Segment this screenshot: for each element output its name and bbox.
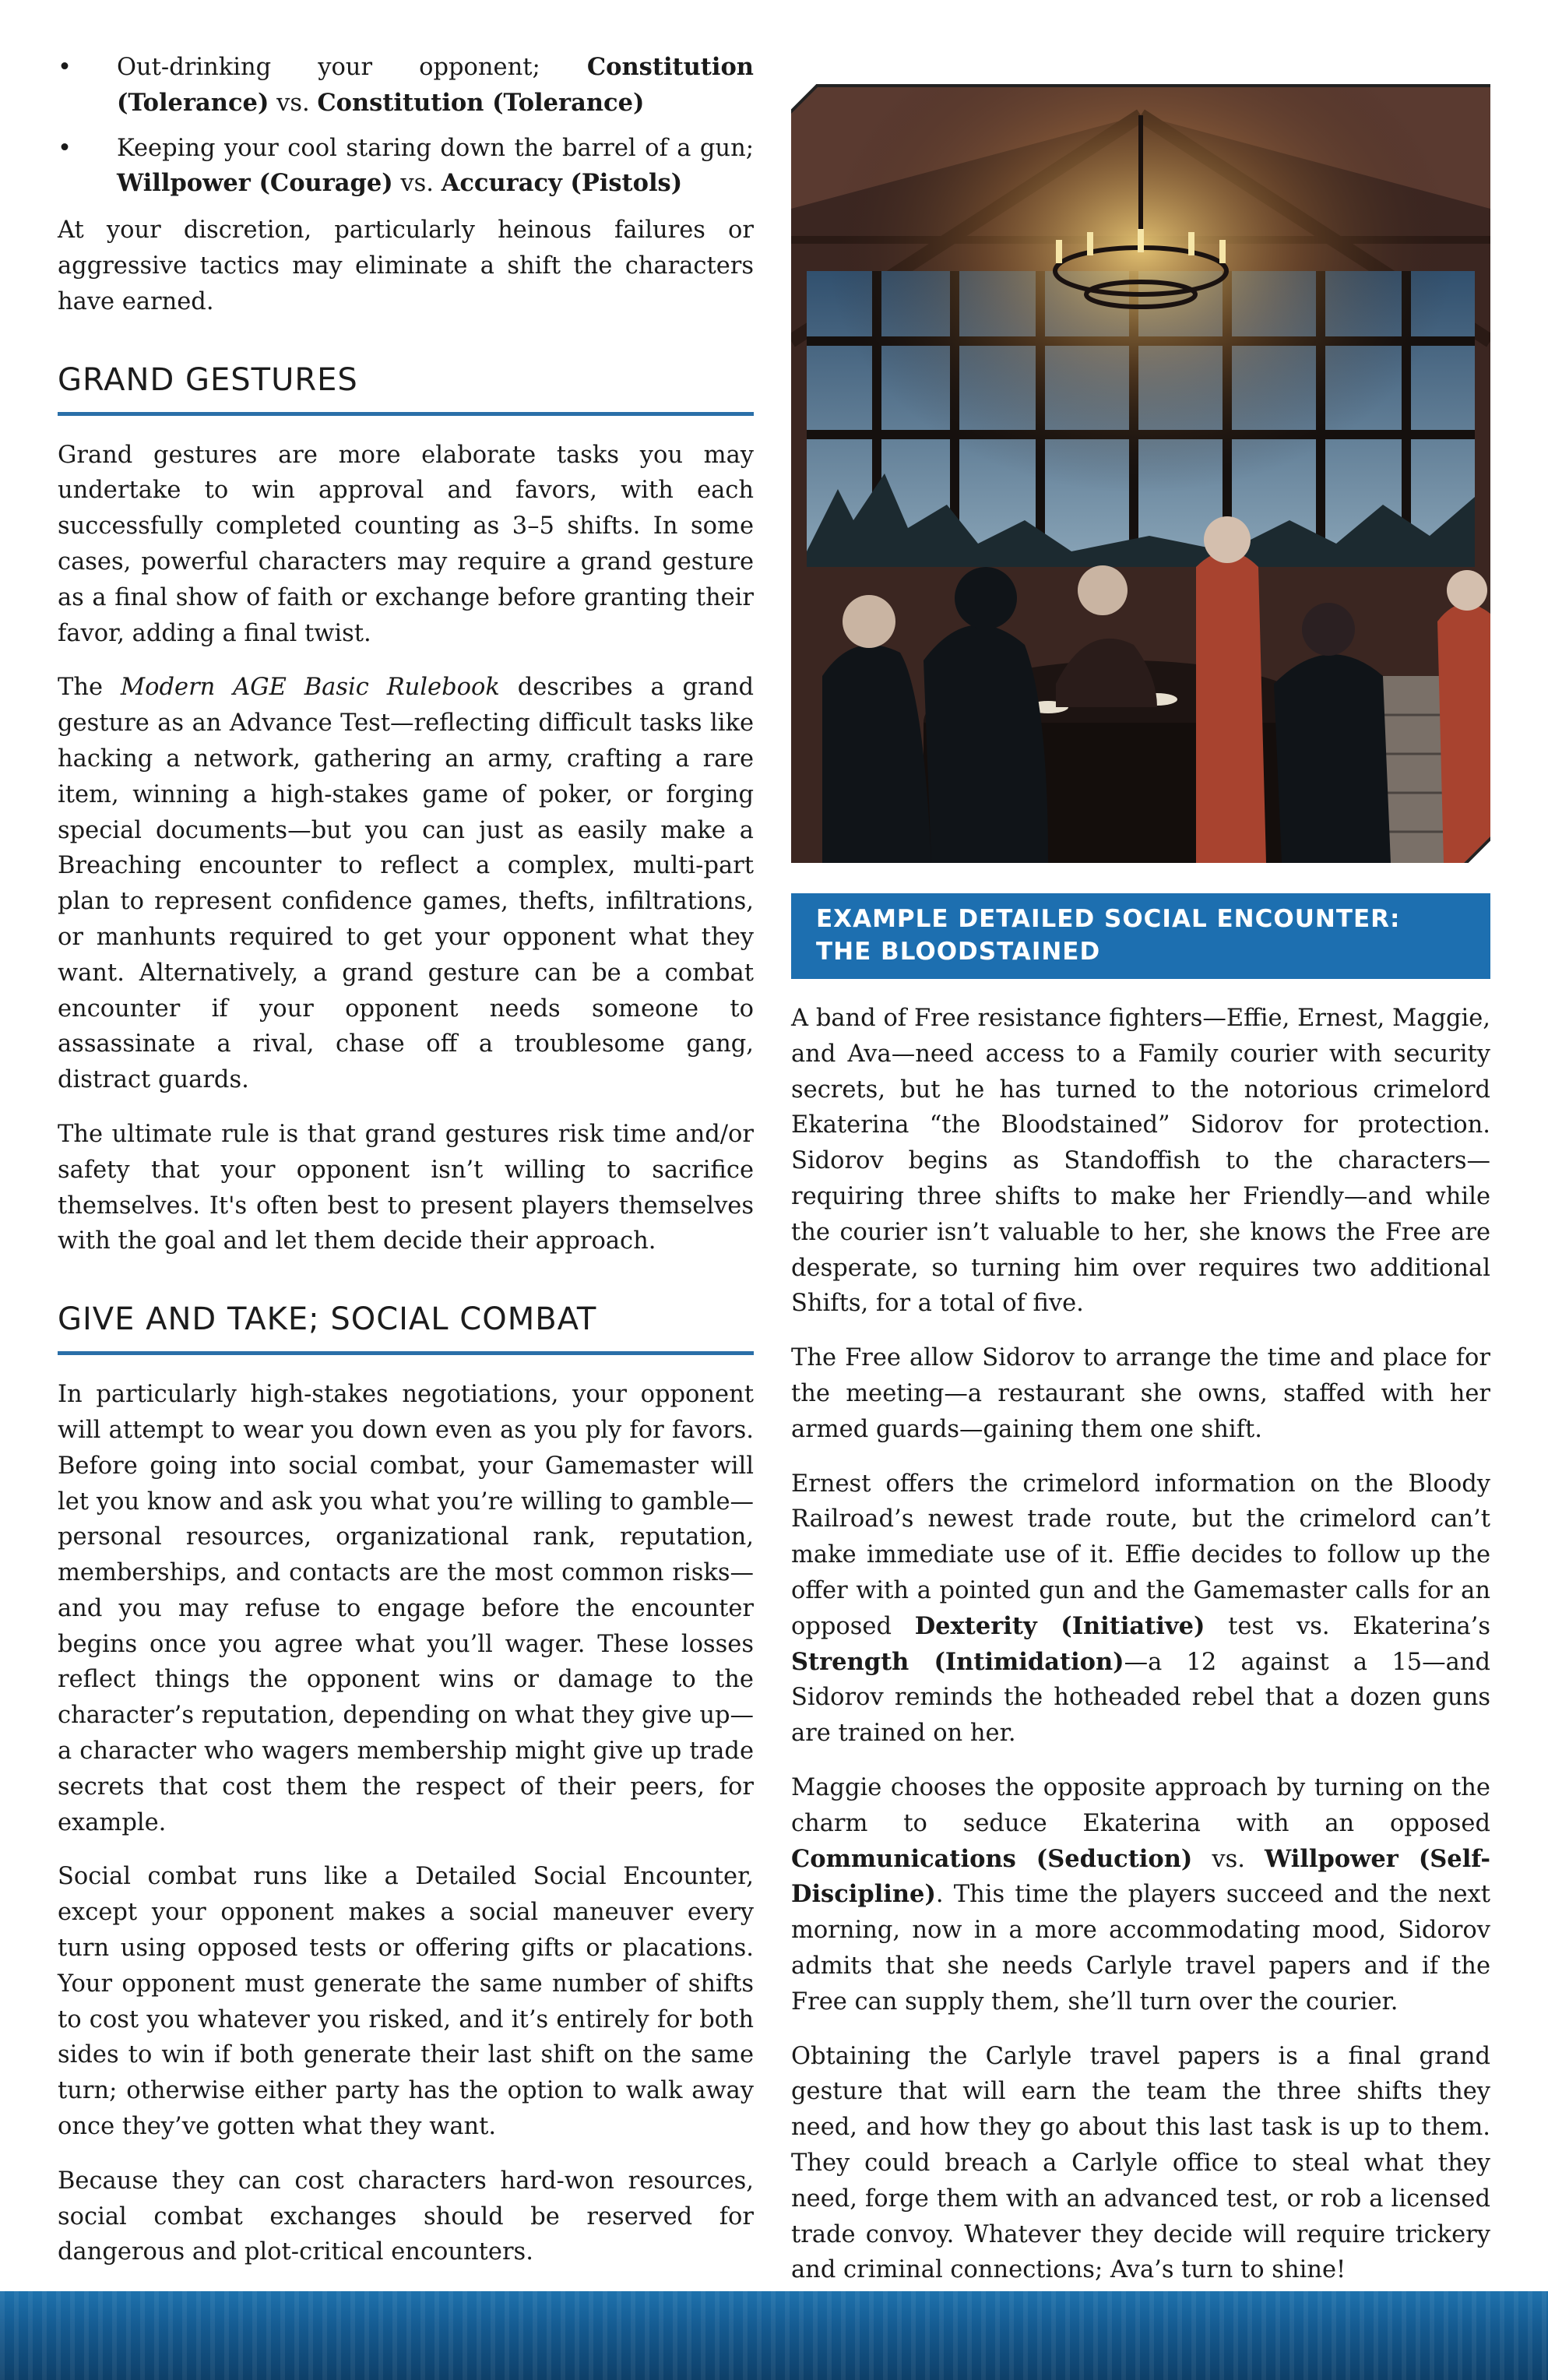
paragraph-discretion: At your discretion, particularly heinous failures or aggressive tactics may eliminate a shift the characters have earned. xyxy=(58,217,754,315)
right-column xyxy=(791,893,1490,2307)
sidebar-heading: EXAMPLE DETAILED SOCIAL ENCOUNTER: THE BLOODSTAINED xyxy=(791,893,1490,979)
footer-band xyxy=(0,2291,1548,2380)
list-item: • Out-drinking your opponent; Constitution (Tolerance) vs. Constitution (Tolerance) xyxy=(58,50,754,121)
tactic-list xyxy=(58,50,754,202)
heading-give-and-take: GIVE AND TAKE; SOCIAL COMBAT xyxy=(58,1301,754,1355)
heading-grand-gestures: GRAND GESTURES xyxy=(58,362,754,416)
paragraph: The Free allow Sidorov to arrange the time and place for the meeting—a restaurant she owns, staffed with her armed guards—gaining them one shift. xyxy=(791,1344,1490,1443)
book-title: Modern AGE Basic Rulebook xyxy=(120,674,500,702)
paragraph: Social combat runs like a Detailed Social Encounter, except your opponent makes a social maneuver every turn using opposed tests or offering gifts or placations. Your opponent must generate the same number of shifts to cost you whatever you risked, and it’s entirely for both sides to win if both generate their last shift on the same turn; otherwise either party has the option to walk away once they’ve gotten what they want. xyxy=(58,1863,754,2141)
paragraph: In particularly high-stakes negotiations, your opponent will attempt to wear you down even as you ply for favors. Before going into social combat, your Gamemaster will let you know and ask you what you’re willing to gamble—personal resources, organizational rank, reputation, memberships, and contacts are the most common risks—and you may refuse to engage before the encounter begins once you agree what you’ll wager. These losses reflect things the opponent wins or damage to the character’s reputation, depending on what they give up—a character who wagers membership might give up trade secrets that cost them the respect of their peers, for example. xyxy=(58,1381,754,1836)
paragraph: Maggie chooses the opposite approach by turning on the charm to seduce Ekaterina with an opposed Communications (Seduction) vs. Willpower (Self-Discipline). This time the players succeed and the next morning, now in a more accommodating mood, Sidorov admits that she needs Carlyle travel papers and if the Free can supply them, she’ll turn over the courier. xyxy=(791,1773,1490,2016)
paragraph: Obtaining the Carlyle travel papers is a final grand gesture that will earn the team the three shifts they need, and how they go about this last task is up to them. They could breach a Carlyle office to steal what they need, forge them with an advanced test, or rob a licensed trade convoy. Whatever they decide will require trickery and criminal connections; Ava’s turn to shine! xyxy=(791,2042,1490,2284)
paragraph: Ernest offers the crimelord information on the Bloody Railroad’s newest trade route, but the crimelord can’t make immediate use of it. Effie decides to follow up the offer with a pointed gun and the Gamemaster calls for an opposed Dexterity (Initiative) test vs. Ekaterina’s Strength (Intimidation)—a 12 against a 15—and Sidorov reminds the hotheaded rebel that a dozen guns are trained on her. xyxy=(791,1470,1490,1748)
footer-stripes xyxy=(0,2291,1548,2380)
paragraph: Because they can cost characters hard-won resources, social combat exchanges should be reserved for dangerous and plot-critical encounters. xyxy=(58,2167,754,2266)
paragraph: The Modern AGE Basic Rulebook describes a grand gesture as an Advance Test—reflecting difficult tasks like hacking a network, gathering an army, crafting a rare item, winning a high-stakes game of poker, or forging special documents—but you can just as easily make a Breaching encounter to reflect a complex, multi-part plan to represent confidence games, thefts, infiltrations, or manhunts required to get your opponent what they want. Alternatively, a grand gesture can be a combat encounter if your opponent needs someone to assassinate a rival, chase off a troublesome gang, distract guards. xyxy=(58,674,754,1094)
paragraph: A band of Free resistance fighters—Effie, Ernest, Maggie, and Ava—need access to a Family courier with security secrets, but he has turned to the notorious crimelord Ekaterina “the Bloodstained” Sidorov for protection. Sidorov begins as Standoffish to the characters—requiring three shifts to make her Friendly—and while the courier isn’t valuable to her, she knows the Free are desperate, so turning him over requires two additional Shifts, for a total of five. xyxy=(791,1005,1490,1318)
left-column xyxy=(58,50,754,2289)
list-item: • Keeping your cool staring down the barrel of a gun; Willpower (Courage) vs. Accuracy (Pistols) xyxy=(58,131,754,202)
bullet-icon: • xyxy=(58,54,72,81)
paragraph: Grand gestures are more elaborate tasks you may undertake to win approval and favors, with each successfully completed counting as 3–5 shifts. In some cases, powerful characters may require a grand gesture as a final show of faith or exchange before granting their favor, adding a final twist. xyxy=(58,441,754,647)
paragraph: The ultimate rule is that grand gestures risk time and/or safety that your opponent isn’t willing to sacrifice themselves. It's often best to present players themselves with the goal and let them decide their approach. xyxy=(58,1120,754,1255)
lodge-dinner-illustration xyxy=(791,84,1490,863)
bullet-icon: • xyxy=(58,134,72,162)
illustration xyxy=(791,84,1490,863)
